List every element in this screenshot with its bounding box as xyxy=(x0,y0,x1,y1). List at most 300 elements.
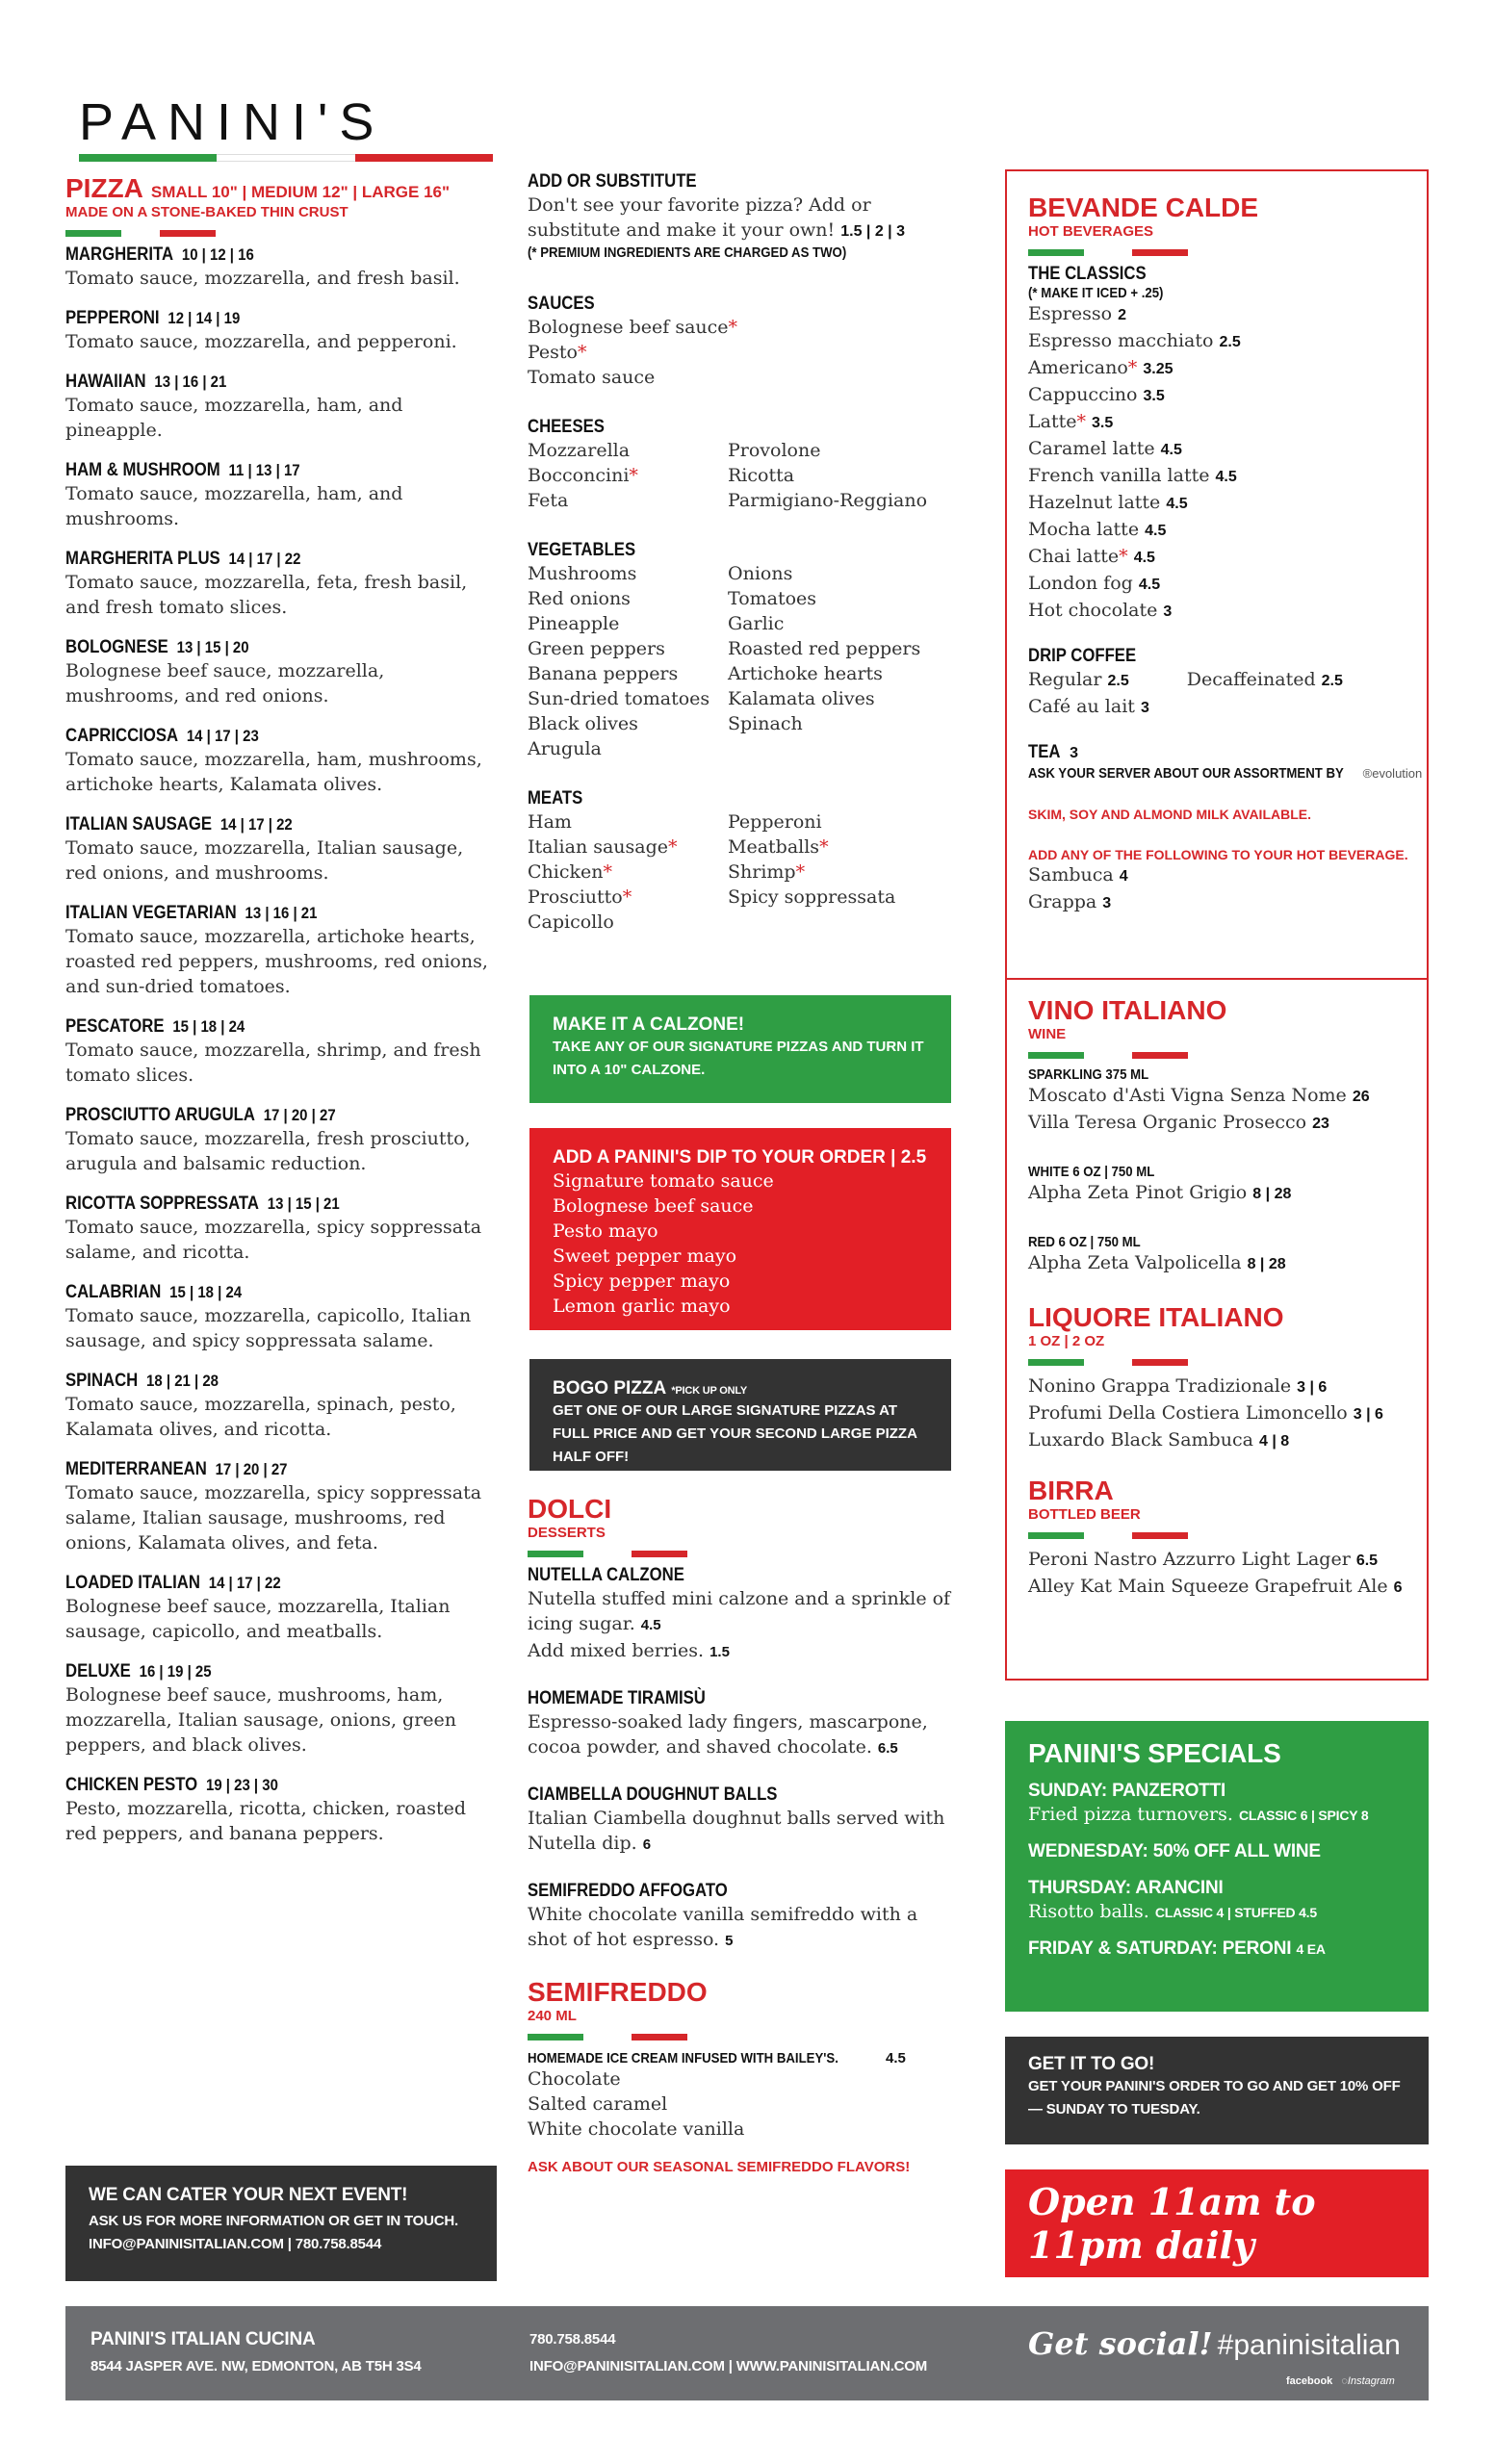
pizza-item xyxy=(65,372,497,443)
pizza-price: 13 | 15 | 20 xyxy=(176,638,249,656)
pizza-name-text: BOLOGNESE xyxy=(65,637,168,657)
menu-row xyxy=(1028,301,1413,328)
wine-price: 8 | 28 xyxy=(1247,1256,1286,1272)
menu-row xyxy=(1028,463,1413,490)
dip-title: ADD A PANINI'S DIP TO YOUR ORDER | 2.5 xyxy=(553,1147,927,1168)
pizza-item xyxy=(65,1661,497,1758)
item-price: 4.5 xyxy=(1160,442,1182,458)
list-item: Black olives xyxy=(528,713,638,734)
item-name: Hazelnut latte xyxy=(1028,492,1161,513)
cafe-price: 3 xyxy=(1140,700,1149,716)
item-price: 3 | 6 xyxy=(1297,1379,1328,1396)
list-item: Pesto mayo xyxy=(553,1220,658,1242)
pizza-name-text: CHICKEN PESTO xyxy=(65,1775,198,1795)
semifreddo-subtitle: 240 ML xyxy=(528,2008,577,2024)
catering-box xyxy=(65,2166,497,2281)
dessert-price: 5 xyxy=(725,1933,734,1949)
item-price: 6 xyxy=(1393,1579,1403,1596)
pizza-item xyxy=(65,726,497,797)
dessert-price: 4.5 xyxy=(640,1617,661,1633)
dessert-item xyxy=(528,1565,951,1665)
pizza-price: 14 | 17 | 22 xyxy=(219,815,293,834)
special-thursday-desc xyxy=(1028,1899,1406,1925)
item-name: Hot chocolate xyxy=(1028,600,1158,621)
pizza-name-text: HAM & MUSHROOM xyxy=(65,460,220,480)
pizza-desc: Bolognese beef sauce, mozzarella, Italian sausage, capicollo, and meatballs. xyxy=(65,1596,451,1642)
pizza-item xyxy=(65,814,497,886)
cafe-au-lait: Café au lait xyxy=(1028,696,1135,717)
red-label: RED 6 OZ | 750 ML xyxy=(1028,1234,1141,1250)
togo-title: GET IT TO GO! xyxy=(1028,2054,1155,2074)
list-item: Bolognese beef sauce xyxy=(553,1195,754,1217)
premium-star: * xyxy=(819,836,829,858)
dessert-name: HOMEMADE TIRAMISÙ xyxy=(528,1688,706,1708)
pizza-item xyxy=(65,1194,497,1265)
pizza-price: 12 | 14 | 19 xyxy=(168,309,241,327)
pizza-desc: Bolognese beef sauce, mozzarella, mushrooms, and red onions. xyxy=(65,660,385,706)
list-item: Spinach xyxy=(728,713,803,734)
pizza-item xyxy=(65,1459,497,1555)
pizza-name xyxy=(65,244,445,266)
pizza-item xyxy=(65,1573,497,1644)
logo-flag-bar xyxy=(79,154,493,162)
logo xyxy=(79,92,493,162)
dolci-title: DOLCI xyxy=(528,1494,612,1524)
dessert-desc-text: Italian Ciambella doughnut balls served with Nutella dip. xyxy=(528,1808,945,1854)
list-item: Parmigiano-Reggiano xyxy=(728,490,928,511)
dessert-extra xyxy=(528,1638,951,1665)
dessert-desc-text: White chocolate vanilla semifreddo with a shot of hot espresso. xyxy=(528,1904,918,1950)
pizza-name-text: LOADED ITALIAN xyxy=(65,1573,200,1593)
semifreddo-flavors xyxy=(528,2066,951,2142)
catering-contact: INFO@PANINISITALIAN.COM | 780.758.8544 xyxy=(89,2236,382,2252)
tea-brand: ®evolution xyxy=(1362,766,1423,781)
sambuca-row xyxy=(1028,862,1413,889)
pizza-name-text: ITALIAN VEGETARIAN xyxy=(65,903,237,923)
pizza-price: 11 | 13 | 17 xyxy=(228,461,300,479)
list-item: Mushrooms xyxy=(528,563,637,584)
item-name: Caramel latte xyxy=(1028,438,1155,459)
list-item: Pesto* xyxy=(528,342,587,363)
item-price: 3.25 xyxy=(1143,361,1174,377)
drip-regular: Regular xyxy=(1028,669,1102,690)
pizza-item xyxy=(65,1282,497,1353)
pizza-name xyxy=(65,549,445,570)
item-price: 6.5 xyxy=(1355,1553,1379,1569)
list-item: Lemon garlic mayo xyxy=(553,1296,731,1317)
pizza-name xyxy=(65,1282,445,1303)
menu-row xyxy=(1028,490,1413,517)
pizza-name-text: MARGHERITA PLUS xyxy=(65,549,220,569)
facebook-icon[interactable]: facebook xyxy=(1286,2375,1333,2387)
instagram-icon[interactable]: ◌Instagram xyxy=(1341,2375,1395,2387)
pizza-name xyxy=(65,637,445,658)
pizza-item xyxy=(65,1371,497,1442)
bogo-desc: GET ONE OF OUR LARGE SIGNATURE PIZZAS AT FULL PRICE AND GET YOUR SECOND LARGE PIZZA HALF OFF! xyxy=(553,1402,917,1465)
meats-list xyxy=(528,809,951,935)
pizza-name-text: SPINACH xyxy=(65,1371,139,1391)
pizza-name-text: PROSCIUTTO ARUGULA xyxy=(65,1105,255,1125)
sparkling-label: SPARKLING 375 ML xyxy=(1028,1066,1149,1083)
pizza-desc: Tomato sauce, mozzarella, spinach, pesto, Kalamata olives, and ricotta. xyxy=(65,1394,456,1440)
pizza-price: 14 | 17 | 23 xyxy=(186,727,259,745)
menu-row xyxy=(1028,1400,1413,1427)
wine-name: Villa Teresa Organic Prosecco xyxy=(1028,1112,1307,1133)
extra-text: Add mixed berries. xyxy=(528,1640,705,1661)
pizza-price: 15 | 18 | 24 xyxy=(172,1017,245,1036)
pizza-desc: Tomato sauce, mozzarella, ham, mushrooms, artichoke hearts, Kalamata olives. xyxy=(65,749,482,795)
pizza-name-text: ITALIAN SAUSAGE xyxy=(65,814,213,834)
footer-phone[interactable]: 780.758.8544 xyxy=(529,2331,616,2348)
grappa-row xyxy=(1028,889,1413,916)
pizza-desc: Tomato sauce, mozzarella, ham, and pineapple. xyxy=(65,395,403,441)
cheeses-list xyxy=(528,438,951,513)
pizza-price: 10 | 12 | 16 xyxy=(181,245,254,264)
list-item: Green peppers xyxy=(528,638,665,659)
add-desc xyxy=(528,192,951,244)
list-item: Sun-dried tomatoes xyxy=(528,688,710,709)
list-item: Bolognese beef sauce* xyxy=(528,317,738,338)
sauces-title: SAUCES xyxy=(528,294,595,314)
add-note: (* PREMIUM INGREDIENTS ARE CHARGED AS TWO) xyxy=(528,244,847,261)
catering-title: WE CAN CATER YOUR NEXT EVENT! xyxy=(89,2185,408,2205)
white-label: WHITE 6 OZ | 750 ML xyxy=(1028,1164,1155,1180)
grappa-price: 3 xyxy=(1102,895,1112,911)
premium-star: * xyxy=(629,465,638,486)
pizza-item xyxy=(65,903,497,999)
item-price: 4.5 xyxy=(1215,469,1237,485)
item-price: 4.5 xyxy=(1166,496,1188,512)
dessert-name: NUTELLA CALZONE xyxy=(528,1565,684,1585)
vegetables-title: VEGETABLES xyxy=(528,540,636,560)
pizza-desc: Tomato sauce, mozzarella, shrimp, and fresh tomato slices. xyxy=(65,1040,481,1086)
drinks-panel xyxy=(1005,169,1429,1681)
item-name: Peroni Nastro Azzurro Light Lager xyxy=(1028,1549,1351,1570)
calzone-desc: TAKE ANY OF OUR SIGNATURE PIZZAS AND TURN IT INTO A 10" CALZONE. xyxy=(553,1039,924,1078)
item-price: 2.5 xyxy=(1219,334,1241,350)
list-item: Garlic xyxy=(728,613,785,634)
beverage-list xyxy=(1028,301,1413,625)
wine-row xyxy=(1028,1180,1413,1207)
pizza-name xyxy=(65,903,445,924)
list-item: Meatballs* xyxy=(728,836,829,858)
pizza-desc: Tomato sauce, mozzarella, and pepperoni. xyxy=(65,331,457,352)
bogo-box xyxy=(529,1359,951,1471)
premium-star: * xyxy=(728,317,738,338)
premium-star: * xyxy=(1076,411,1086,432)
bevande-section xyxy=(1028,192,1423,916)
add-title: ADD OR SUBSTITUTE xyxy=(528,171,697,192)
special-wednesday: WEDNESDAY: 50% OFF ALL WINE xyxy=(1028,1841,1321,1861)
dip-box xyxy=(529,1128,951,1330)
logo-wordmark: PANINI'S xyxy=(79,93,386,151)
list-item: Spicy soppressata xyxy=(728,886,896,908)
social-label: Get social! xyxy=(1028,2325,1213,2362)
flag-divider xyxy=(1028,1359,1413,1366)
menu-row xyxy=(1028,1373,1413,1400)
pizza-name-text: CAPRICCIOSA xyxy=(65,726,179,746)
special-sunday: SUNDAY: PANZEROTTI xyxy=(1028,1781,1226,1801)
dessert-name: CIAMBELLA DOUGHNUT BALLS xyxy=(528,1784,778,1805)
list-item: Artichoke hearts xyxy=(728,663,883,684)
pizza-desc: Tomato sauce, mozzarella, and fresh basil. xyxy=(65,268,460,289)
item-price: 4.5 xyxy=(1138,577,1161,593)
list-item: White chocolate vanilla xyxy=(528,2118,745,2140)
pizza-name xyxy=(65,1459,445,1480)
item-name: Nonino Grappa Tradizionale xyxy=(1028,1375,1292,1397)
dessert-item xyxy=(528,1688,951,1761)
list-item: Kalamata olives xyxy=(728,688,875,709)
dessert-desc xyxy=(528,1586,951,1638)
list-item: Shrimp* xyxy=(728,861,806,883)
semifreddo-price: 4.5 xyxy=(886,2050,906,2066)
instagram-label: Instagram xyxy=(1347,2375,1395,2387)
flag-divider xyxy=(528,2034,951,2040)
bogo-title: BOGO PIZZA xyxy=(553,1378,667,1399)
specials-title: PANINI'S SPECIALS xyxy=(1028,1738,1281,1768)
item-name: Profumi Della Costiera Limoncello xyxy=(1028,1402,1348,1424)
pizza-name xyxy=(65,1371,445,1392)
menu-row xyxy=(1028,382,1413,409)
wine-row xyxy=(1028,1110,1413,1137)
item-name: French vanilla latte xyxy=(1028,465,1210,486)
flag-divider xyxy=(528,1551,951,1557)
liquore-title: LIQUORE ITALIANO xyxy=(1028,1302,1284,1332)
semifreddo-head: HOMEMADE ICE CREAM INFUSED WITH BAILEY'S. xyxy=(528,2050,838,2066)
menu-row xyxy=(1028,571,1413,598)
drip-title: DRIP COFFEE xyxy=(1028,646,1137,666)
sambuca-price: 4 xyxy=(1119,868,1128,885)
item-name: London fog xyxy=(1028,573,1133,594)
list-item: Red onions xyxy=(528,588,631,609)
pizza-price: 14 | 17 | 22 xyxy=(228,550,301,568)
pizza-name-text: PESCATORE xyxy=(65,1016,165,1037)
menu-row xyxy=(1028,436,1413,463)
item-name: Latte xyxy=(1028,411,1077,432)
special-desc: Fried pizza turnovers. xyxy=(1028,1804,1233,1825)
pizza-item xyxy=(65,549,497,620)
togo-box xyxy=(1005,2037,1429,2144)
pizza-price: 13 | 15 | 21 xyxy=(267,1194,340,1213)
drip-row xyxy=(1028,667,1413,694)
item-name: Cappuccino xyxy=(1028,384,1138,405)
iced-note: (* MAKE IT ICED + .25) xyxy=(1028,285,1164,301)
pizza-name xyxy=(65,1661,445,1682)
item-name: Alley Kat Main Squeeze Grapefruit Ale xyxy=(1028,1576,1388,1597)
list-item: Salted caramel xyxy=(528,2093,668,2115)
pizza-sizes: SMALL 10" | MEDIUM 12" | LARGE 16" xyxy=(150,183,451,201)
list-item: Roasted red peppers xyxy=(728,638,921,659)
pizza-item xyxy=(65,308,497,354)
list-item: Tomato sauce xyxy=(528,367,656,388)
liquore-subtitle: 1 OZ | 2 OZ xyxy=(1028,1333,1105,1349)
calzone-box xyxy=(529,995,951,1103)
pizza-desc: Tomato sauce, mozzarella, spicy soppressata salame, and ricotta. xyxy=(65,1217,482,1263)
pizza-desc: Tomato sauce, mozzarella, artichoke hearts, roasted red peppers, mushrooms, red onions, and sun-dried tomatoes. xyxy=(65,926,488,997)
special-price: CLASSIC 6 | SPICY 8 xyxy=(1238,1808,1369,1823)
list-item: Capicollo xyxy=(528,911,614,933)
list-item: Provolone xyxy=(728,440,821,461)
special-friday-price: 4 EA xyxy=(1296,1941,1326,1957)
liquore-list xyxy=(1028,1373,1413,1454)
pizza-list xyxy=(65,244,497,1846)
item-price: 4.5 xyxy=(1145,523,1167,539)
item-price: 2 xyxy=(1118,307,1127,323)
pizza-name xyxy=(65,1194,445,1215)
addons-note: ADD ANY OF THE FOLLOWING TO YOUR HOT BEVERAGE. xyxy=(1028,847,1408,862)
premium-star: * xyxy=(603,861,612,883)
premium-star: * xyxy=(578,342,587,363)
pizza-name-text: PEPPERONI xyxy=(65,308,160,328)
list-item: Feta xyxy=(528,490,569,511)
vino-section xyxy=(1028,995,1413,1601)
pizza-desc: Pesto, mozzarella, ricotta, chicken, roasted red peppers, and banana peppers. xyxy=(65,1798,466,1844)
pizza-name-text: CALABRIAN xyxy=(65,1282,162,1302)
pizza-desc: Tomato sauce, mozzarella, fresh prosciutto, arugula and balsamic reduction. xyxy=(65,1128,471,1174)
wine-name: Moscato d'Asti Vigna Senza Nome xyxy=(1028,1085,1347,1106)
pizza-price: 18 | 21 | 28 xyxy=(146,1372,219,1390)
add-price: 1.5 | 2 | 3 xyxy=(840,223,905,240)
special-desc: Risotto balls. xyxy=(1028,1901,1149,1922)
item-price: 3.5 xyxy=(1143,388,1165,404)
menu-row xyxy=(1028,517,1413,544)
pizza-name xyxy=(65,1775,445,1796)
vino-subtitle: WINE xyxy=(1028,1026,1067,1042)
drip-decaf: Decaffeinated xyxy=(1186,669,1316,690)
dolci-subtitle: DESSERTS xyxy=(528,1525,606,1541)
pizza-name-text: DELUXE xyxy=(65,1661,131,1681)
dolci-section xyxy=(528,1494,951,2175)
menu-row xyxy=(1028,1427,1413,1454)
footer xyxy=(65,2306,1429,2400)
premium-star: * xyxy=(1127,357,1138,378)
sauces-list xyxy=(528,315,951,390)
pizza-section xyxy=(65,173,497,1863)
special-sunday-desc xyxy=(1028,1802,1406,1828)
item-price: 3 | 6 xyxy=(1353,1406,1383,1423)
hashtag[interactable]: #paninisitalian xyxy=(1217,2329,1401,2361)
pizza-item xyxy=(65,1016,497,1088)
pizza-name-text: MEDITERRANEAN xyxy=(65,1459,207,1479)
menu-row xyxy=(1028,328,1413,355)
birra-title: BIRRA xyxy=(1028,1476,1114,1505)
pizza-item xyxy=(65,1775,497,1846)
semifreddo-note: ASK ABOUT OUR SEASONAL SEMIFREDDO FLAVORS! xyxy=(528,2159,911,2175)
pizza-name xyxy=(65,460,445,481)
pizza-price: 17 | 20 | 27 xyxy=(215,1460,288,1478)
list-item: Onions xyxy=(728,563,793,584)
grappa-label: Grappa xyxy=(1028,891,1097,912)
flag-divider xyxy=(1028,249,1413,256)
semifreddo-title: SEMIFREDDO xyxy=(528,1977,708,2007)
list-item: Pineapple xyxy=(528,613,620,634)
pizza-name xyxy=(65,308,445,329)
pizza-price: 19 | 23 | 30 xyxy=(205,1776,278,1794)
pizza-price: 17 | 20 | 27 xyxy=(263,1106,336,1124)
item-name: Mocha latte xyxy=(1028,519,1140,540)
hours-box xyxy=(1005,2169,1429,2277)
sambuca-label: Sambuca xyxy=(1028,864,1114,886)
cheeses-title: CHEESES xyxy=(528,417,605,437)
dessert-name: SEMIFREDDO AFFOGATO xyxy=(528,1881,728,1901)
item-name: Luxardo Black Sambuca xyxy=(1028,1429,1253,1450)
specials-box xyxy=(1005,1721,1429,2012)
add-desc-text: Don't see your favorite pizza? Add or substitute and make it your own! xyxy=(528,194,871,241)
menu-row xyxy=(1028,544,1413,571)
catering-line1: ASK US FOR MORE INFORMATION OR GET IN TOUCH. xyxy=(89,2213,458,2229)
wine-name: Alpha Zeta Pinot Grigio xyxy=(1028,1182,1248,1203)
list-item: Banana peppers xyxy=(528,663,679,684)
pizza-item xyxy=(65,460,497,531)
pizza-price: 13 | 16 | 21 xyxy=(154,372,227,391)
menu-row xyxy=(1028,598,1413,625)
wine-price: 8 | 28 xyxy=(1252,1186,1292,1202)
item-price: 3.5 xyxy=(1092,415,1114,431)
pizza-name xyxy=(65,372,445,393)
pizza-desc: Tomato sauce, mozzarella, ham, and mushrooms. xyxy=(65,483,403,529)
special-thursday: THURSDAY: ARANCINI xyxy=(1028,1878,1224,1898)
dessert-item xyxy=(528,1784,951,1858)
togo-desc: GET YOUR PANINI'S ORDER TO GO AND GET 10% OFF — SUNDAY TO TUESDAY. xyxy=(1028,2078,1401,2118)
menu-row xyxy=(1028,1547,1413,1574)
classics-title: THE CLASSICS xyxy=(1028,264,1147,284)
pizza-title: PIZZA xyxy=(65,173,143,203)
pizza-price: 14 | 17 | 22 xyxy=(208,1574,281,1592)
list-item: Chocolate xyxy=(528,2068,621,2090)
pizza-item xyxy=(65,1105,497,1176)
special-friday: FRIDAY & SATURDAY: PERONI xyxy=(1028,1938,1292,1959)
list-item: Spicy pepper mayo xyxy=(553,1270,731,1292)
dip-list xyxy=(553,1168,928,1319)
item-price: 4 | 8 xyxy=(1258,1433,1290,1450)
list-item: Signature tomato sauce xyxy=(553,1170,774,1192)
item-name: Americano xyxy=(1028,357,1128,378)
pizza-item xyxy=(65,637,497,708)
pizza-name xyxy=(65,1573,445,1594)
drip-decaf-price: 2.5 xyxy=(1321,673,1343,689)
pizza-price: 16 | 19 | 25 xyxy=(139,1662,212,1681)
footer-web[interactable]: INFO@PANINISITALIAN.COM | WWW.PANINISITALIAN.COM xyxy=(529,2358,928,2374)
menu-row xyxy=(1028,409,1413,436)
vegetables-list xyxy=(528,561,951,761)
pizza-name xyxy=(65,1105,445,1126)
list-item: Arugula xyxy=(528,738,602,759)
pizza-name xyxy=(65,814,445,835)
list-item: Ham xyxy=(528,811,572,833)
meats-title: MEATS xyxy=(528,788,583,808)
wine-price: 26 xyxy=(1352,1089,1370,1105)
dessert-desc-text: Nutella stuffed mini calzone and a sprinkle of icing sugar. xyxy=(528,1588,951,1634)
milk-note: SKIM, SOY AND ALMOND MILK AVAILABLE. xyxy=(1028,807,1311,822)
pizza-name-text: RICOTTA SOPPRESSATA xyxy=(65,1194,259,1214)
pizza-price: 13 | 16 | 21 xyxy=(245,904,318,922)
pizza-desc: Tomato sauce, mozzarella, spicy soppressata salame, Italian sausage, mushrooms, red onions, Kalamata olives, and feta. xyxy=(65,1482,482,1553)
pizza-desc: Tomato sauce, mozzarella, capicollo, Italian sausage, and spicy soppressata salame. xyxy=(65,1305,472,1351)
item-name: Espresso macchiato xyxy=(1028,330,1214,351)
bevande-subtitle: HOT BEVERAGES xyxy=(1028,223,1154,240)
premium-star: * xyxy=(795,861,806,883)
calzone-title: MAKE IT A CALZONE! xyxy=(553,1014,745,1035)
list-item: Italian sausage* xyxy=(528,836,678,858)
list-item: Mozzarella xyxy=(528,440,631,461)
tea-title: TEA xyxy=(1028,742,1061,762)
footer-address: 8544 JASPER AVE. NW, EDMONTON, AB T5H 3S4 xyxy=(90,2358,422,2374)
footer-social xyxy=(1028,2325,1401,2362)
item-name: Chai latte xyxy=(1028,546,1120,567)
dessert-desc xyxy=(528,1902,951,1954)
bogo-tag: *PICK UP ONLY xyxy=(671,1385,748,1397)
flag-divider xyxy=(1028,1052,1413,1059)
